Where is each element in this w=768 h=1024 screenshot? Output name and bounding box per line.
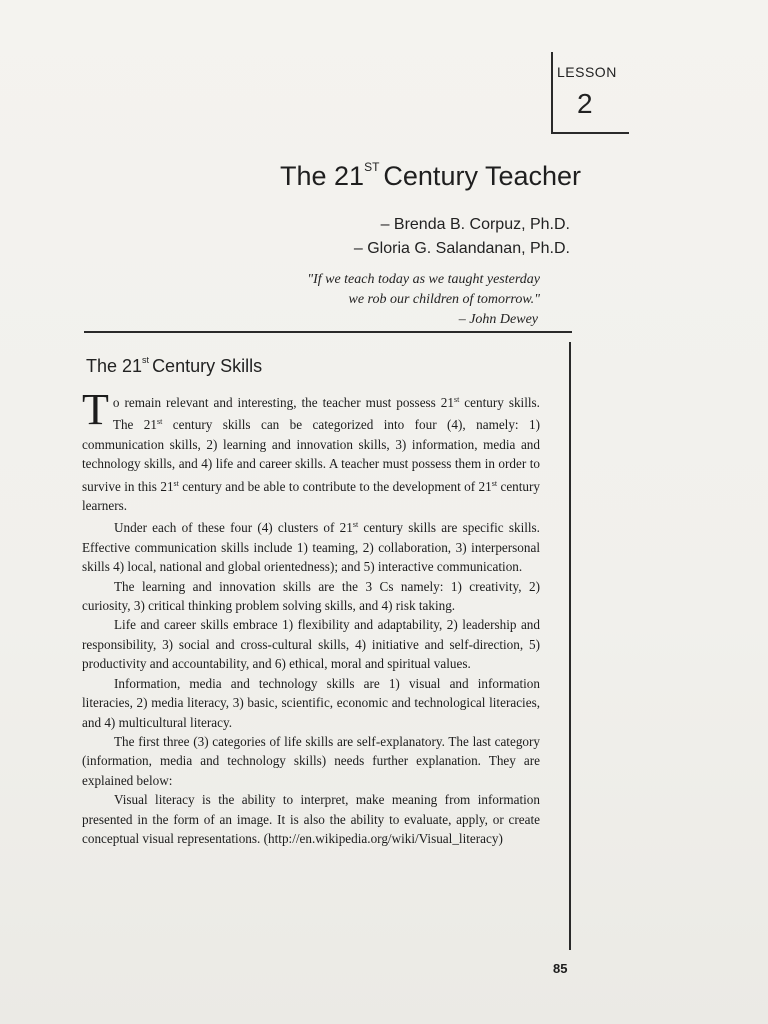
p1-a: o remain relevant and interesting, the teacher must possess 21 [112, 395, 454, 410]
paragraph-1 [82, 385, 541, 515]
section-pre: The 21 [86, 356, 143, 376]
p1-c: century skills can be categorized into four (4), namely: 1) communication skills, 2) learning and innovation skills, 3) information, media and technology skills, and 4) life and career skills. A teacher must possess them in order to survive in this 21 [82, 417, 540, 494]
lesson-box [551, 52, 629, 134]
sup-st: st [173, 478, 179, 488]
paragraph-6: The first three (3) categories of life skills are self-explanatory. The last category (information, media and technology skills) needs further explanation. They are explained below: [82, 733, 540, 788]
lesson-label: LESSON [557, 64, 617, 80]
epigraph-line-1: "If we teach today as we taught yesterday [307, 272, 540, 287]
section-post: Century Skills [152, 356, 263, 376]
p2-a: Under each of these four (4) clusters of 21 [114, 520, 353, 536]
paragraph-2 [82, 515, 540, 576]
author-2: – Gloria G. Salandanan, Ph.D. [353, 240, 570, 257]
section-sup: st [142, 355, 150, 365]
sup-st: st [491, 478, 498, 488]
p1-d: century and be able to contribute to the development of 21 [178, 478, 492, 494]
p1-b: century skills. The 21 [112, 395, 540, 433]
horizontal-rule [84, 331, 572, 333]
title-pre: The 21 [280, 161, 365, 191]
author-1: – Brenda B. Corpuz, Ph.D. [380, 216, 570, 233]
section-heading [86, 355, 262, 377]
paragraph-5: Information, media and technology skills are 1) visual and information literacies, 2) media literacy, 3) basic, scientific, economic and technological literacies, and 4) multicultural literacy. [82, 675, 540, 730]
epigraph-attribution: – John Dewey [458, 312, 538, 327]
paragraph-7: Visual literacy is the ability to interpret, make meaning from information presented in the form of an image. It is also the ability to evaluate, apply, or create conceptual visual representations. (http://en.wikipedia.org/wiki/Visual_literacy) [82, 792, 540, 846]
title-sup: ST [364, 160, 380, 174]
sup-st: st [352, 520, 359, 530]
page-title [280, 160, 580, 192]
sup-st: st [157, 417, 163, 427]
paragraph-3: The learning and innovation skills are the 3 Cs namely: 1) creativity, 2) curiosity, 3) critical thinking problem solving skills, and 4) risk taking. [82, 578, 540, 614]
sup-st: st [453, 395, 460, 404]
page-number: 85 [553, 961, 568, 976]
body-text [82, 385, 541, 848]
title-post: Century Teacher [383, 161, 582, 191]
drop-cap: T [82, 385, 109, 434]
p2-b: century skills are specific skills. Effective communication skills include 1) teaming, 2) collaboration, 3) interpersonal skills 4) local, national and global orientedness); and 5) interactive communication. [82, 520, 540, 575]
p1-e: century learners. [82, 478, 541, 514]
lesson-number: 2 [577, 88, 593, 119]
epigraph-line-2: we rob our children of tomorrow." [348, 292, 540, 307]
vertical-rule [569, 342, 571, 950]
paragraph-4: Life and career skills embrace 1) flexibility and adaptability, 2) leadership and responsibility, 3) social and cross-cultural skills, 4) initiative and self-direction, 5) productivity and accountability, and 6) ethical, moral and spiritual values. [82, 617, 540, 672]
